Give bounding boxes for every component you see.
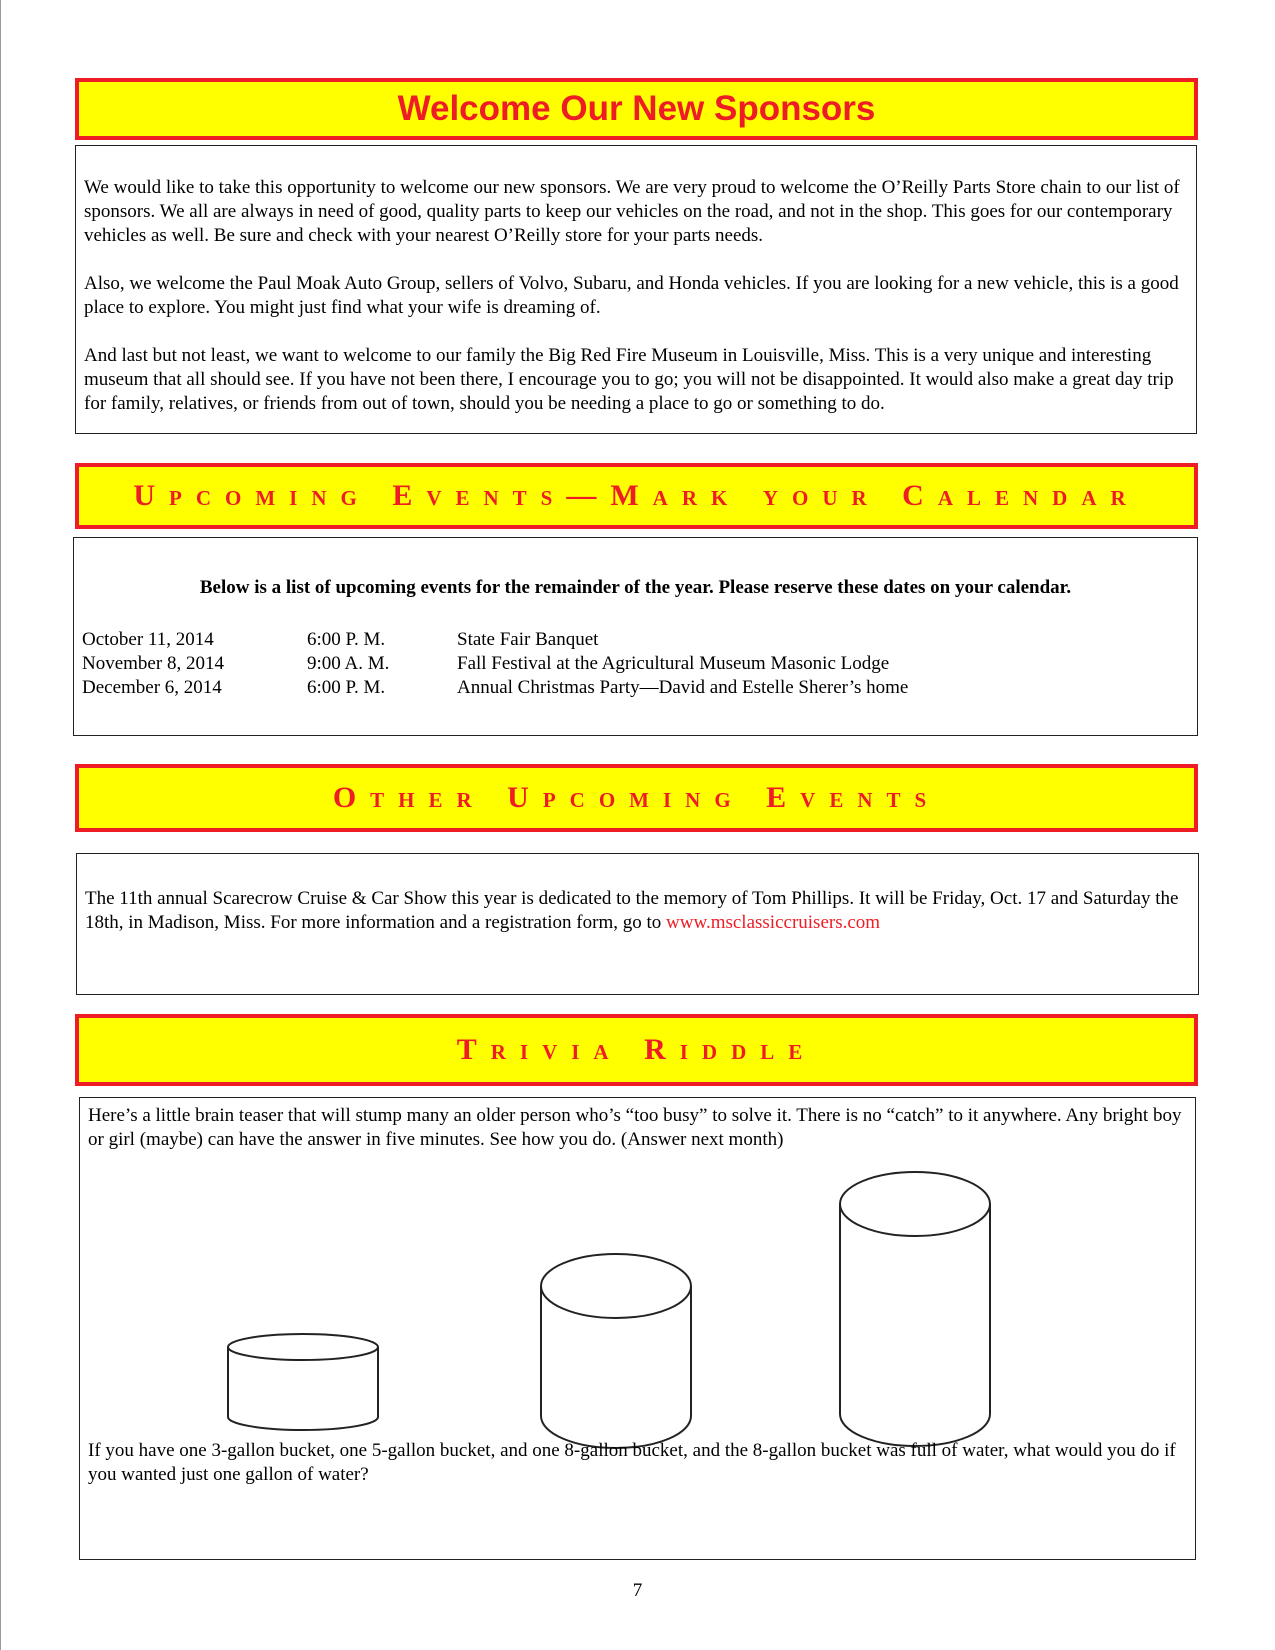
sponsors-title: Welcome Our New Sponsors	[397, 89, 876, 128]
upcoming-events-title: Upcoming Events—Mark your Calendar	[133, 479, 1140, 512]
event-name: State Fair Banquet	[457, 629, 599, 650]
event-row	[82, 652, 1057, 676]
bucket-3-gallon-icon	[228, 1334, 378, 1430]
bucket-8-gallon-icon	[840, 1172, 990, 1446]
events-intro: Below is a list of upcoming events for the remainder of the year. Please reserve these dates on your calendar.	[199, 577, 1072, 598]
event-date: November 8, 2014	[82, 653, 224, 674]
event-date: October 11, 2014	[82, 629, 214, 650]
page-edge	[0, 0, 1, 1650]
bucket-5-gallon-icon	[541, 1254, 691, 1448]
page-number: 7	[632, 1580, 643, 1601]
sponsors-banner	[75, 78, 1198, 140]
events-table	[82, 628, 1057, 700]
upcoming-events-box	[73, 537, 1198, 736]
buckets-illustration	[80, 1098, 1195, 1559]
sponsors-paragraph: And last but not least, we want to welcome to our family the Big Red Fire Museum in Louisville, Miss. This is a very unique and interesting museum that all should see. If you have not been there, I encourage you to go; you will not be disappointed. It would also make a great day trip for family, relatives, or friends from out of town, should you be needing a place to go or something to do.	[84, 345, 1174, 414]
sponsors-paragraph: We would like to take this opportunity to welcome our new sponsors. We are very proud to welcome the O’Reilly Parts Store chain to our list of sponsors. We all are always in need of good, quality parts to keep our vehicles on the road, and not in the shop. This goes for our contemporary vehicles as well. Be sure and check with your nearest O’Reilly store for your parts needs.	[84, 177, 1180, 246]
trivia-question: If you have one 3-gallon bucket, one 5-gallon bucket, and one 8-gallon bucket, and the 8-gallon bucket was full of water, what would you do if you wanted just one gallon of water?	[88, 1440, 1176, 1485]
event-time: 9:00 A. M.	[307, 653, 390, 674]
trivia-box	[79, 1097, 1196, 1560]
other-events-body: The 11th annual Scarecrow Cruise & Car Show this year is dedicated to the memory of Tom Phillips. It will be Friday, Oct. 17 and Saturday the 18th, in Madison, Miss. For more information and a registration form, go to	[85, 888, 1179, 933]
other-events-title: Other Upcoming Events	[332, 781, 941, 814]
event-row	[82, 676, 1057, 700]
club-website-link[interactable]: www.msclassiccruisers.com	[666, 912, 881, 933]
other-events-box	[76, 853, 1199, 995]
sponsors-box	[75, 145, 1197, 434]
event-row	[82, 628, 1057, 652]
trivia-intro: Here’s a little brain teaser that will stump many an older person who’s “too busy” to solve it. There is no “catch” to it anywhere. Any bright boy or girl (maybe) can have the answer in five minutes. See how you do. (Answer next month)	[88, 1105, 1182, 1150]
sponsors-paragraph: Also, we welcome the Paul Moak Auto Group, sellers of Volvo, Subaru, and Honda vehicles. If you are looking for a new vehicle, this is a good place to explore. You might just find what your wife is dreaming of.	[84, 273, 1179, 318]
event-date: December 6, 2014	[82, 677, 222, 698]
other-events-banner	[75, 764, 1198, 832]
event-time: 6:00 P. M.	[307, 677, 386, 698]
event-name: Annual Christmas Party—David and Estelle Sherer’s home	[457, 677, 909, 698]
trivia-banner	[75, 1014, 1198, 1086]
upcoming-events-banner	[75, 463, 1198, 529]
event-name: Fall Festival at the Agricultural Museum Masonic Lodge	[457, 653, 890, 674]
other-events-text	[85, 887, 1188, 935]
trivia-title: Trivia Riddle	[456, 1033, 817, 1066]
event-time: 6:00 P. M.	[307, 629, 386, 650]
